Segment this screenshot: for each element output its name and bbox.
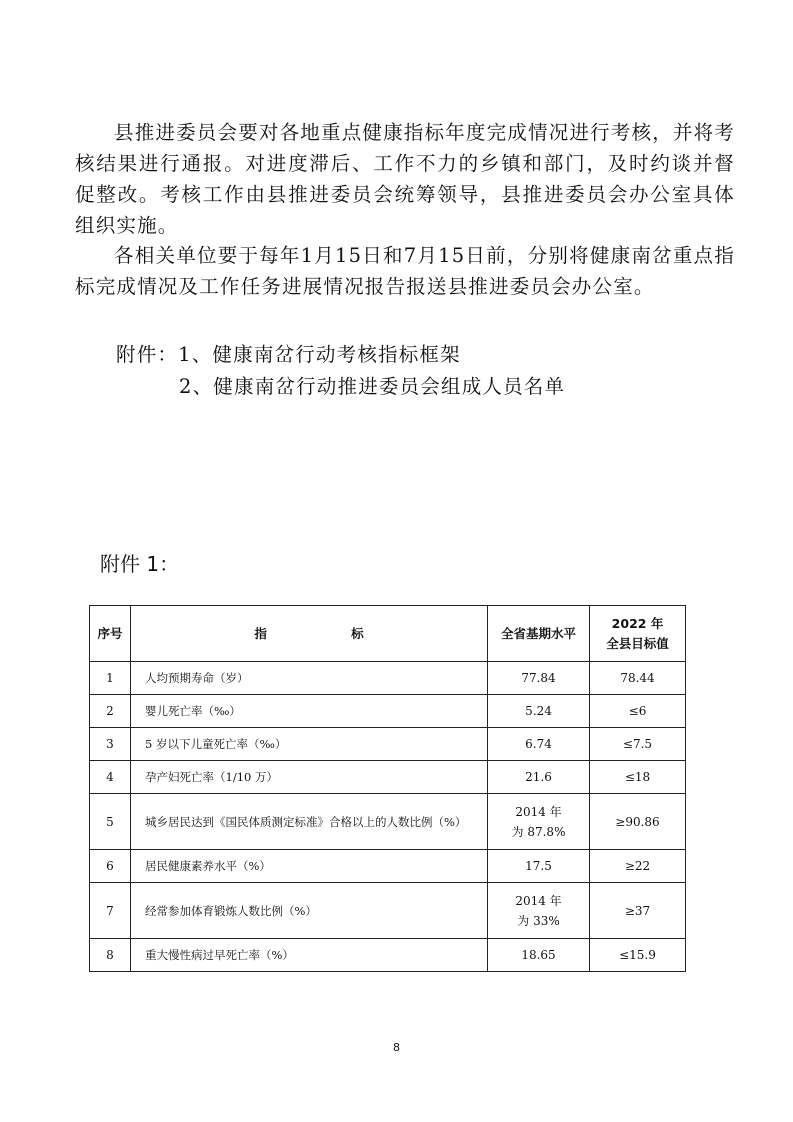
cell-baseline: 5.24: [488, 695, 590, 728]
table-row: [90, 850, 686, 883]
cell-target: ≤6: [590, 695, 686, 728]
cell-seq: 2: [90, 695, 131, 728]
annex-title: 附件 1：: [100, 552, 180, 576]
cell-seq: 7: [90, 883, 131, 939]
cell-target: ≥37: [590, 883, 686, 939]
cell-baseline: 17.5: [488, 850, 590, 883]
cell-indicator: 婴儿死亡率（‰）: [131, 695, 488, 728]
cell-seq: 1: [90, 662, 131, 695]
table-row: [90, 761, 686, 794]
table-row: [90, 695, 686, 728]
body-paragraph-reporting: 各相关单位要于每年1月15日和7月15日前，分别将健康南岔重点指标完成情况及工作任务进展情况报告报送县推进委员会办公室。: [75, 244, 735, 298]
cell-target: ≤7.5: [590, 728, 686, 761]
cell-indicator: 5 岁以下儿童死亡率（‰）: [131, 728, 488, 761]
cell-seq: 4: [90, 761, 131, 794]
table-row: [90, 939, 686, 972]
cell-baseline: 21.6: [488, 761, 590, 794]
cell-indicator: 孕产妇死亡率（1/10 万）: [131, 761, 488, 794]
cell-indicator: 城乡居民达到《国民体质测定标准》合格以上的人数比例（%）: [131, 794, 488, 850]
header-seq: 序号: [90, 606, 131, 662]
cell-target: ≤18: [590, 761, 686, 794]
header-target: 2022 年 全县目标值: [590, 606, 686, 662]
cell-indicator: 重大慢性病过早死亡率（%）: [131, 939, 488, 972]
table-row: [90, 728, 686, 761]
cell-baseline: 77.84: [488, 662, 590, 695]
table-row: [90, 883, 686, 939]
table-header-row: [90, 606, 686, 662]
cell-seq: 3: [90, 728, 131, 761]
cell-seq: 8: [90, 939, 131, 972]
table-row: [90, 662, 686, 695]
header-baseline: 全省基期水平: [488, 606, 590, 662]
cell-seq: 5: [90, 794, 131, 850]
attachment-item-2: 2、健康南岔行动推进委员会组成人员名单: [179, 375, 566, 398]
cell-target: ≥90.86: [590, 794, 686, 850]
attachment-item-1: 1、健康南岔行动考核指标框架: [178, 343, 461, 366]
header-indicator: 指 标: [131, 606, 488, 662]
cell-indicator: 经常参加体育锻炼人数比例（%）: [131, 883, 488, 939]
attachments-list: [116, 339, 461, 367]
attachments-label: 附件：: [116, 343, 179, 366]
cell-baseline: 18.65: [488, 939, 590, 972]
cell-target: 78.44: [590, 662, 686, 695]
indicator-table: [89, 605, 686, 972]
cell-indicator: 居民健康素养水平（%）: [131, 850, 488, 883]
table-row: [90, 794, 686, 850]
cell-seq: 6: [90, 850, 131, 883]
cell-indicator: 人均预期寿命（岁）: [131, 662, 488, 695]
page-number: 8: [393, 1041, 400, 1054]
body-paragraph-assessment: 县推进委员会要对各地重点健康指标年度完成情况进行考核，并将考核结果进行通报。对进度滞后、工作不力的乡镇和部门，及时约谈并督促整改。考核工作由县推进委员会统筹领导，县推进委员会办公室具体组织实施。: [75, 121, 736, 237]
cell-target: ≤15.9: [590, 939, 686, 972]
cell-target: ≥22: [590, 850, 686, 883]
cell-baseline: 6.74: [488, 728, 590, 761]
cell-baseline: 2014 年 为 33%: [488, 883, 590, 939]
cell-baseline: 2014 年 为 87.8%: [488, 794, 590, 850]
